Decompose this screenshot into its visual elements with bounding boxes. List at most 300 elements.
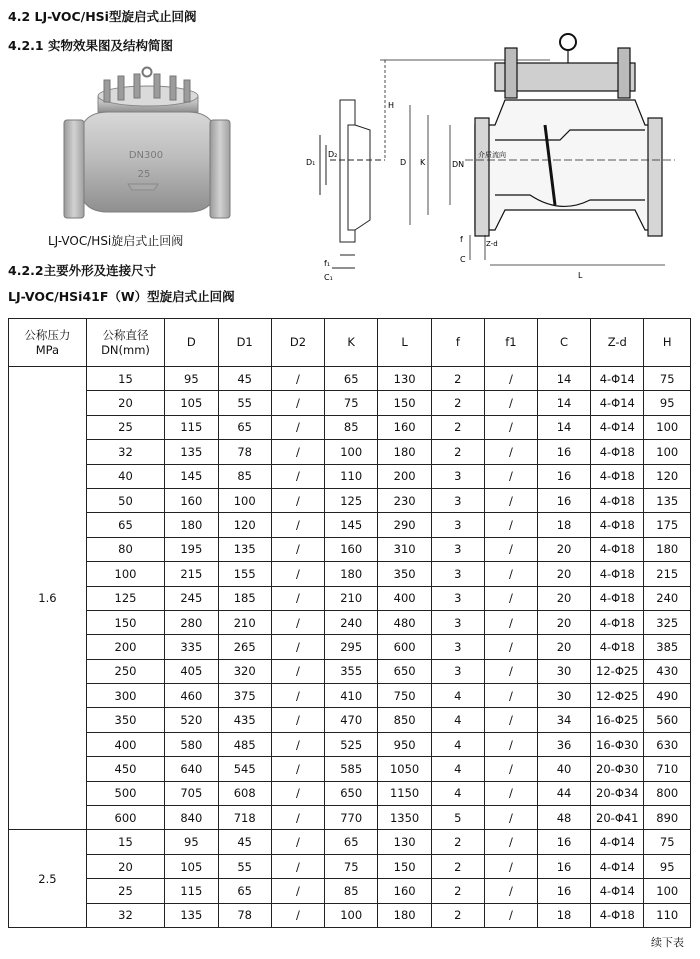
table-cell: 400 [378, 586, 431, 610]
table-cell: 20-Φ41 [591, 806, 644, 830]
table-row [9, 684, 691, 708]
table-cell: 320 [218, 659, 271, 683]
table-cell: 14 [537, 415, 590, 439]
table-cell: 120 [218, 513, 271, 537]
table-cell: / [271, 732, 324, 756]
table-cell: 4-Φ18 [591, 537, 644, 561]
table-cell: 410 [325, 684, 378, 708]
table-cell: / [484, 854, 537, 878]
table-cell: 950 [378, 732, 431, 756]
table-row [9, 440, 691, 464]
table-cell: 2 [431, 903, 484, 927]
table-cell: 75 [325, 391, 378, 415]
label-l: L [578, 271, 583, 280]
table-cell: 3 [431, 635, 484, 659]
table-cell: / [484, 635, 537, 659]
table-cell: 20 [86, 391, 164, 415]
table-cell: 405 [165, 659, 218, 683]
table-cell: 45 [218, 367, 271, 391]
pressure-cell: 2.5 [9, 830, 87, 928]
table-cell: 2 [431, 830, 484, 854]
table-cell: / [271, 854, 324, 878]
header-diameter: 公称直径 DN(mm) [86, 319, 164, 367]
table-cell: 25 [86, 879, 164, 903]
table-cell: 95 [644, 391, 691, 415]
table-cell: 350 [86, 708, 164, 732]
table-cell: 375 [218, 684, 271, 708]
table-cell: 4-Φ18 [591, 562, 644, 586]
table-row [9, 879, 691, 903]
table-cell: 160 [325, 537, 378, 561]
table-cell: / [484, 562, 537, 586]
table-cell: 55 [218, 854, 271, 878]
table-cell: 105 [165, 854, 218, 878]
table-cell: 435 [218, 708, 271, 732]
table-cell: / [484, 586, 537, 610]
table-cell: / [271, 659, 324, 683]
table-cell: 16 [537, 830, 590, 854]
dimension-table [8, 318, 691, 928]
table-cell: 85 [218, 464, 271, 488]
table-body [9, 367, 691, 928]
table-cell: / [271, 391, 324, 415]
table-cell: 290 [378, 513, 431, 537]
table-cell: 20 [86, 854, 164, 878]
table-cell: / [271, 903, 324, 927]
table-cell: 525 [325, 732, 378, 756]
continued-note: 续下表 [651, 936, 684, 949]
table-cell: 4 [431, 757, 484, 781]
table-cell: 240 [644, 586, 691, 610]
header-c: C [537, 319, 590, 367]
table-cell: / [484, 830, 537, 854]
table-cell: 180 [165, 513, 218, 537]
table-cell: 115 [165, 415, 218, 439]
table-cell: 14 [537, 367, 590, 391]
table-cell: 718 [218, 806, 271, 830]
label-c1: C₁ [324, 273, 333, 282]
table-cell: 600 [86, 806, 164, 830]
table-cell: / [484, 610, 537, 634]
table-cell: 480 [378, 610, 431, 634]
table-row [9, 635, 691, 659]
table-cell: 1350 [378, 806, 431, 830]
table-cell: 78 [218, 903, 271, 927]
table-cell: 12-Φ25 [591, 684, 644, 708]
table-row [9, 781, 691, 805]
table-cell: / [484, 757, 537, 781]
table-cell: 85 [325, 415, 378, 439]
table-cell: 2 [431, 854, 484, 878]
table-cell: 20 [537, 586, 590, 610]
table-cell: / [271, 806, 324, 830]
table-cell: / [484, 537, 537, 561]
label-d2: D₂ [328, 150, 338, 159]
table-cell: 200 [378, 464, 431, 488]
table-cell: 2 [431, 367, 484, 391]
table-cell: 545 [218, 757, 271, 781]
table-cell: 100 [644, 415, 691, 439]
label-h: H [388, 101, 395, 110]
header-f1: f1 [484, 319, 537, 367]
table-cell: 185 [218, 586, 271, 610]
table-cell: 355 [325, 659, 378, 683]
table-cell: / [484, 513, 537, 537]
table-cell: 450 [86, 757, 164, 781]
table-cell: 4-Φ18 [591, 488, 644, 512]
table-cell: 210 [218, 610, 271, 634]
table-row [9, 391, 691, 415]
table-cell: / [271, 562, 324, 586]
table-cell: 3 [431, 659, 484, 683]
table-cell: 230 [378, 488, 431, 512]
table-cell: 105 [165, 391, 218, 415]
table-cell: 4-Φ18 [591, 635, 644, 659]
table-cell: 215 [165, 562, 218, 586]
table-cell: 500 [86, 781, 164, 805]
table-cell: 460 [165, 684, 218, 708]
table-cell: / [484, 806, 537, 830]
header-l: L [378, 319, 431, 367]
table-cell: 130 [378, 367, 431, 391]
table-cell: 135 [644, 488, 691, 512]
table-cell: / [271, 830, 324, 854]
table-cell: 250 [86, 659, 164, 683]
subsection-heading-dimensions: 4.2.2主要外形及连接尺寸 [8, 263, 157, 278]
table-row [9, 586, 691, 610]
table-cell: 150 [378, 391, 431, 415]
table-cell: 800 [644, 781, 691, 805]
table-cell: 160 [378, 879, 431, 903]
table-cell: 20 [537, 635, 590, 659]
table-cell: 180 [378, 903, 431, 927]
table-cell: 4 [431, 732, 484, 756]
label-d1: D₁ [306, 158, 316, 167]
table-cell: 100 [218, 488, 271, 512]
section-heading: 4.2 LJ-VOC/HSi型旋启式止回阀 [8, 9, 197, 24]
table-cell: 145 [325, 513, 378, 537]
table-cell: 100 [325, 440, 378, 464]
table-row [9, 513, 691, 537]
table-row [9, 903, 691, 927]
table-cell: 110 [644, 903, 691, 927]
table-cell: 4 [431, 684, 484, 708]
table-cell: 75 [644, 830, 691, 854]
table-cell: / [271, 586, 324, 610]
table-cell: 4-Φ18 [591, 513, 644, 537]
table-cell: 25 [86, 415, 164, 439]
table-cell: 265 [218, 635, 271, 659]
table-cell: 40 [86, 464, 164, 488]
table-cell: 4 [431, 781, 484, 805]
table-cell: 45 [218, 830, 271, 854]
table-cell: 50 [86, 488, 164, 512]
table-cell: 65 [86, 513, 164, 537]
table-cell: 4-Φ14 [591, 830, 644, 854]
table-cell: 18 [537, 513, 590, 537]
table-row [9, 415, 691, 439]
pressure-cell: 1.6 [9, 367, 87, 830]
table-row [9, 708, 691, 732]
table-cell: 630 [644, 732, 691, 756]
table-cell: 15 [86, 830, 164, 854]
header-h: H [644, 319, 691, 367]
table-cell: 485 [218, 732, 271, 756]
table-cell: 770 [325, 806, 378, 830]
table-cell: 1050 [378, 757, 431, 781]
table-cell: 430 [644, 659, 691, 683]
table-cell: 215 [644, 562, 691, 586]
table-cell: 335 [165, 635, 218, 659]
table-cell: 125 [325, 488, 378, 512]
header-f: f [431, 319, 484, 367]
table-cell: 16 [537, 854, 590, 878]
table-cell: 4-Φ14 [591, 879, 644, 903]
table-cell: 585 [325, 757, 378, 781]
table-cell: 3 [431, 562, 484, 586]
header-d: D [165, 319, 218, 367]
header-d1: D1 [218, 319, 271, 367]
table-cell: 20-Φ34 [591, 781, 644, 805]
table-cell: 3 [431, 513, 484, 537]
table-cell: 20 [537, 562, 590, 586]
table-cell: / [271, 440, 324, 464]
table-cell: 640 [165, 757, 218, 781]
table-cell: 150 [86, 610, 164, 634]
table-cell: / [271, 610, 324, 634]
table-cell: / [484, 367, 537, 391]
table-row [9, 488, 691, 512]
table-cell: 75 [325, 854, 378, 878]
table-cell: 560 [644, 708, 691, 732]
table-cell: 100 [86, 562, 164, 586]
table-cell: 4-Φ18 [591, 440, 644, 464]
table-cell: 180 [325, 562, 378, 586]
table-row [9, 854, 691, 878]
table-cell: 210 [325, 586, 378, 610]
table-cell: 4-Φ14 [591, 391, 644, 415]
table-cell: 16-Φ25 [591, 708, 644, 732]
table-cell: 175 [644, 513, 691, 537]
table-cell: 4-Φ14 [591, 415, 644, 439]
table-cell: 4 [431, 708, 484, 732]
table-cell: 55 [218, 391, 271, 415]
table-cell: / [271, 537, 324, 561]
table-cell: 385 [644, 635, 691, 659]
table-cell: 135 [165, 903, 218, 927]
table-cell: / [484, 464, 537, 488]
photo-marking-dn: DN300 [128, 150, 164, 161]
table-cell: 34 [537, 708, 590, 732]
table-cell: 14 [537, 391, 590, 415]
table-cell: 180 [378, 440, 431, 464]
table-cell: 78 [218, 440, 271, 464]
table-cell: / [484, 708, 537, 732]
label-medium-direction: 介质流向 [478, 151, 506, 159]
table-cell: 30 [537, 684, 590, 708]
model-title: LJ-VOC/HSi41F（W）型旋启式止回阀 [8, 289, 235, 304]
table-cell: / [271, 635, 324, 659]
structure-diagram [300, 30, 680, 285]
table-cell: 18 [537, 903, 590, 927]
table-cell: 15 [86, 367, 164, 391]
table-cell: 16 [537, 440, 590, 464]
table-cell: 600 [378, 635, 431, 659]
table-cell: 20 [537, 537, 590, 561]
table-cell: 16 [537, 464, 590, 488]
table-cell: 710 [644, 757, 691, 781]
photo-caption: LJ-VOC/HSi旋启式止回阀 [48, 234, 184, 248]
table-cell: 295 [325, 635, 378, 659]
table-cell: 4-Φ18 [591, 610, 644, 634]
table-cell: / [484, 659, 537, 683]
table-cell: / [271, 367, 324, 391]
table-cell: 20 [537, 610, 590, 634]
table-cell: 65 [218, 415, 271, 439]
table-cell: 840 [165, 806, 218, 830]
table-cell: 3 [431, 537, 484, 561]
table-cell: 85 [325, 879, 378, 903]
table-cell: 490 [644, 684, 691, 708]
table-cell: 1150 [378, 781, 431, 805]
table-cell: / [271, 415, 324, 439]
table-cell: 125 [86, 586, 164, 610]
table-cell: 2 [431, 415, 484, 439]
table-cell: 325 [644, 610, 691, 634]
table-cell: 40 [537, 757, 590, 781]
table-row [9, 562, 691, 586]
table-cell: 2 [431, 391, 484, 415]
table-cell: / [484, 903, 537, 927]
table-cell: 310 [378, 537, 431, 561]
table-cell: 240 [325, 610, 378, 634]
table-cell: 750 [378, 684, 431, 708]
table-cell: 30 [537, 659, 590, 683]
label-f1: f₁ [324, 259, 331, 268]
table-cell: / [484, 415, 537, 439]
table-cell: / [271, 879, 324, 903]
table-cell: / [484, 781, 537, 805]
table-cell: 32 [86, 903, 164, 927]
table-cell: 16 [537, 488, 590, 512]
table-cell: 100 [644, 440, 691, 464]
table-cell: 65 [218, 879, 271, 903]
table-cell: 155 [218, 562, 271, 586]
table-cell: 300 [86, 684, 164, 708]
table-row [9, 464, 691, 488]
table-row [9, 732, 691, 756]
table-cell: 32 [86, 440, 164, 464]
table-cell: / [271, 513, 324, 537]
table-row [9, 659, 691, 683]
table-cell: / [271, 757, 324, 781]
table-cell: 95 [644, 854, 691, 878]
table-cell: 3 [431, 586, 484, 610]
table-cell: 4-Φ18 [591, 903, 644, 927]
header-zd: Z-d [591, 319, 644, 367]
table-cell: / [484, 732, 537, 756]
table-cell: 280 [165, 610, 218, 634]
table-cell: 4-Φ14 [591, 854, 644, 878]
table-cell: 115 [165, 879, 218, 903]
table-cell: 4-Φ18 [591, 464, 644, 488]
valve-photo [58, 66, 233, 226]
table-cell: 12-Φ25 [591, 659, 644, 683]
table-cell: / [271, 488, 324, 512]
table-cell: 95 [165, 830, 218, 854]
table-cell: / [271, 464, 324, 488]
table-cell: 16-Φ30 [591, 732, 644, 756]
table-cell: 4-Φ18 [591, 586, 644, 610]
table-row [9, 367, 691, 391]
table-cell: 160 [378, 415, 431, 439]
table-cell: / [484, 879, 537, 903]
table-cell: 470 [325, 708, 378, 732]
label-d: D [400, 158, 407, 167]
photo-marking-pn: 25 [137, 169, 151, 180]
table-cell: 608 [218, 781, 271, 805]
table-cell: 2 [431, 440, 484, 464]
table-cell: 3 [431, 488, 484, 512]
table-cell: / [484, 488, 537, 512]
label-zd: Z-d [486, 240, 498, 248]
table-cell: 4-Φ14 [591, 367, 644, 391]
header-d2: D2 [271, 319, 324, 367]
table-cell: 65 [325, 367, 378, 391]
label-f: f [460, 235, 463, 244]
table-cell: 150 [378, 854, 431, 878]
table-cell: 650 [325, 781, 378, 805]
table-cell: 145 [165, 464, 218, 488]
table-cell: 580 [165, 732, 218, 756]
table-cell: 520 [165, 708, 218, 732]
table-row [9, 610, 691, 634]
table-cell: 65 [325, 830, 378, 854]
table-cell: / [271, 684, 324, 708]
table-cell: / [271, 781, 324, 805]
table-cell: 135 [165, 440, 218, 464]
table-cell: 130 [378, 830, 431, 854]
table-cell: 180 [644, 537, 691, 561]
header-pressure: 公称压力 MPa [9, 319, 87, 367]
table-cell: 110 [325, 464, 378, 488]
table-cell: 80 [86, 537, 164, 561]
table-cell: 36 [537, 732, 590, 756]
table-cell: 350 [378, 562, 431, 586]
label-c: C [460, 255, 466, 264]
header-k: K [325, 319, 378, 367]
table-cell: 95 [165, 367, 218, 391]
subsection-heading-photo: 4.2.1 实物效果图及结构简图 [8, 38, 173, 53]
label-dn: DN [452, 160, 465, 169]
table-cell: 16 [537, 879, 590, 903]
table-cell: 135 [218, 537, 271, 561]
table-cell: / [271, 708, 324, 732]
table-cell: 100 [644, 879, 691, 903]
table-cell: 705 [165, 781, 218, 805]
table-cell: 850 [378, 708, 431, 732]
table-cell: 75 [644, 367, 691, 391]
table-cell: 200 [86, 635, 164, 659]
table-cell: 160 [165, 488, 218, 512]
label-k: K [420, 158, 426, 167]
table-cell: 48 [537, 806, 590, 830]
table-header-row [9, 319, 691, 367]
table-cell: / [484, 391, 537, 415]
table-row [9, 537, 691, 561]
table-cell: / [484, 440, 537, 464]
table-cell: 2 [431, 879, 484, 903]
